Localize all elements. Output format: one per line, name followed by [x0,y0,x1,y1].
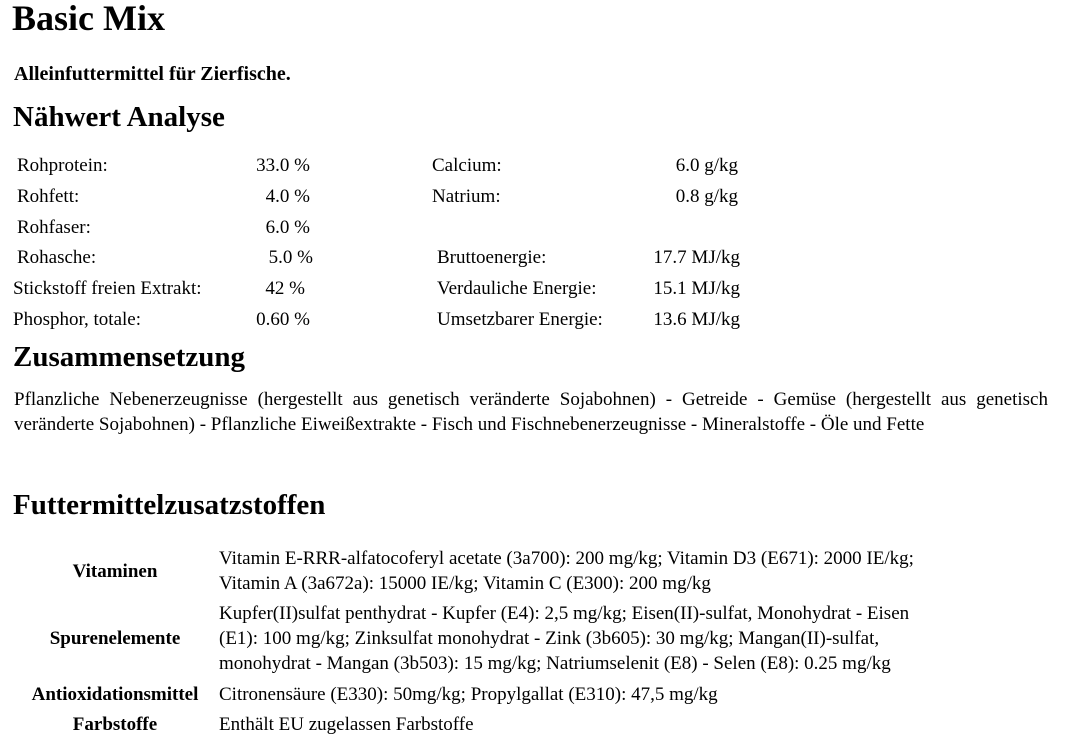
analysis-label: Rohasche: [17,247,97,268]
analysis-label: Rohfaser: [17,217,91,238]
analysis-value: 42 % [265,278,305,299]
analysis-value: 17.7 MJ/kg [653,247,740,268]
analysis-value: 4.0 % [265,186,310,207]
analysis-value: 0.60 % [256,309,310,330]
additive-line: Vitamin E-RRR-alfatocoferyl acetate (3a700): 200 mg/kg; Vitamin D3 (E671): 2000 IE/kg; [219,548,914,569]
additives-heading: Futtermittelzusatzstoffen [13,489,326,521]
analysis-value: 13.6 MJ/kg [653,309,740,330]
additive-label: Antioxidationsmittel [31,684,199,705]
additive-line: Citronensäure (E330): 50mg/kg; Propylgallat (E310): 47,5 mg/kg [219,684,718,705]
composition-heading: Zusammensetzung [13,341,246,373]
additive-line: Vitamin A (3a672a): 15000 IE/kg; Vitamin C (E300): 200 mg/kg [219,573,711,594]
additive-label: Spurenelemente [49,628,181,649]
additive-label: Vitaminen [72,561,158,582]
additive-line: (E1): 100 mg/kg; Zinksulfat monohydrat - Zink (3b605): 30 mg/kg; Mangan(II)-sulfat, [219,628,880,649]
analysis-value: 15.1 MJ/kg [653,278,740,299]
page-title: Basic Mix [12,0,165,38]
analysis-label: Phosphor, totale: [13,309,142,330]
analysis-value: 5.0 % [268,247,313,268]
analysis-label: Natrium: [432,186,501,207]
additive-line: monohydrat - Mangan (3b503): 15 mg/kg; Natriumselenit (E8) - Selen (E8): 0.25 mg/kg [219,653,891,674]
analysis-value: 6.0 g/kg [675,155,738,176]
analysis-label: Calcium: [432,155,502,176]
analysis-value: 0.8 g/kg [675,186,738,207]
analysis-label: Rohfett: [17,186,80,207]
additive-text [219,601,1049,676]
additive-line: Enthält EU zugelassen Farbstoffe [219,714,474,735]
analysis-heading: Nähwert Analyse [13,101,225,133]
additive-label: Farbstoffe [72,714,158,735]
analysis-value: 33.0 % [256,155,310,176]
analysis-label: Rohprotein: [17,155,108,176]
analysis-value: 6.0 % [265,217,310,238]
additive-text [219,712,1049,737]
additive-text [219,682,1049,707]
analysis-label: Stickstoff freien Extrakt: [13,278,202,299]
analysis-label: Bruttoenergie: [437,247,547,268]
page-subtitle: Alleinfuttermittel für Zierfische. [14,63,291,85]
additive-line: Kupfer(II)sulfat penthydrat - Kupfer (E4): 2,5 mg/kg; Eisen(II)-sulfat, Monohydrat - Eisen [219,603,910,624]
additive-text [219,546,1049,596]
analysis-label: Verdauliche Energie: [437,278,597,299]
composition-text: Pflanzliche Nebenerzeugnisse (hergestellt aus genetisch veränderte Sojabohnen) - Getreide - Gemüse (hergestellt aus genetisch veränderte Sojabohnen) - Pflanzliche Eiweißextrakte - Fisch und Fischnebenerzeugnisse - Mineralstoffe - Öle und Fette [14,389,1048,435]
analysis-label: Umsetzbarer Energie: [437,309,603,330]
